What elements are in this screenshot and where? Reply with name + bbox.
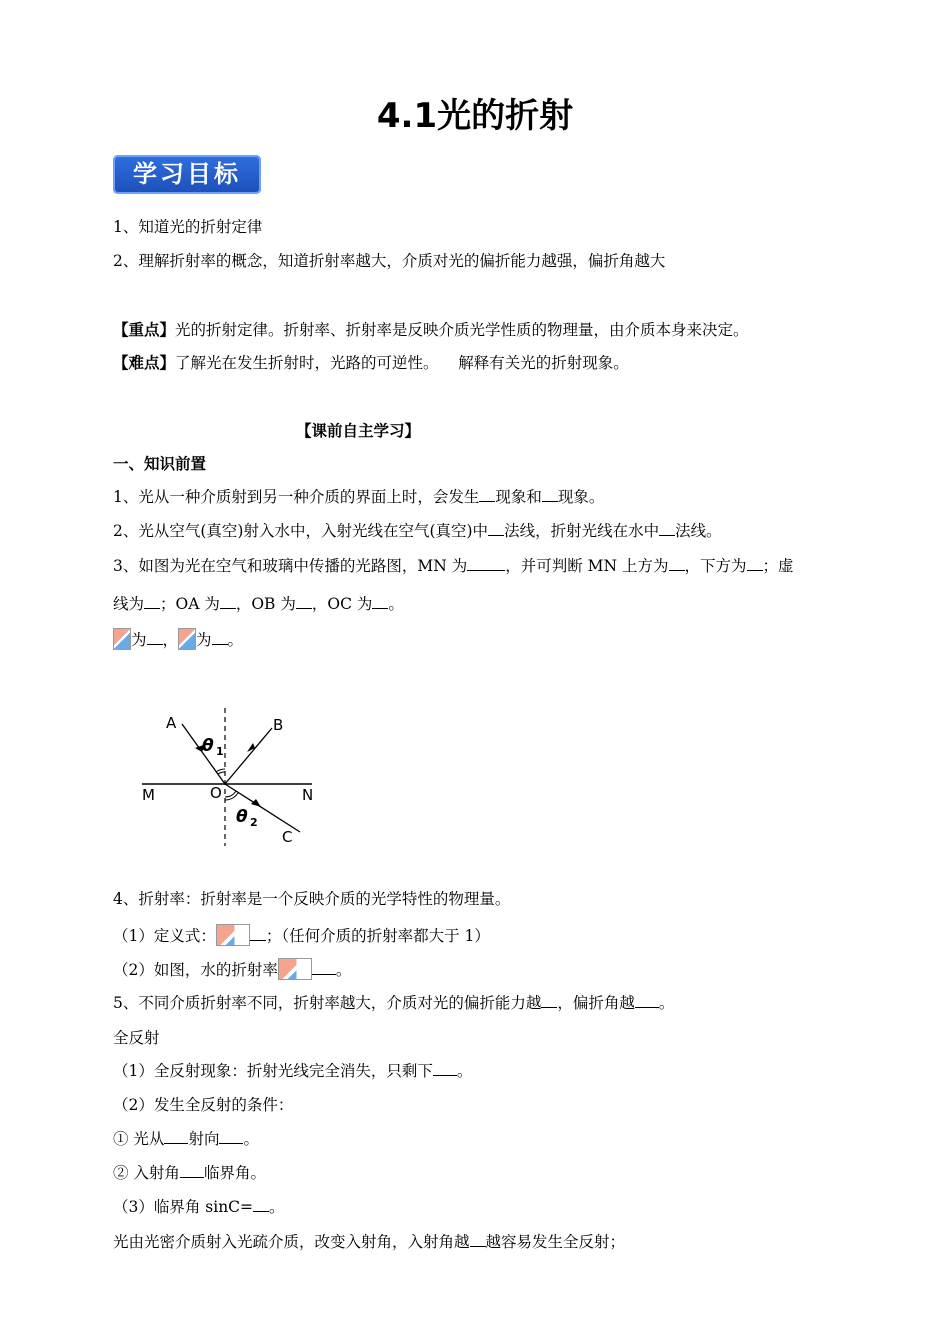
blank[interactable] xyxy=(250,926,266,941)
question-4-1: （1）定义式： ；（任何介质的折射率都大于 1） xyxy=(113,924,490,946)
label-b: B xyxy=(273,716,284,734)
blank[interactable] xyxy=(296,594,312,609)
total-reflection-3: （3）临界角 sinC= 。 xyxy=(113,1198,285,1216)
blank[interactable] xyxy=(147,630,163,645)
condition-2: ② 入射角 临界角。 xyxy=(113,1164,266,1182)
goal-1: 1、知道光的折射定律 xyxy=(113,218,263,236)
hard-label: 【难点】 xyxy=(113,353,176,372)
theta2-image-icon xyxy=(178,628,196,650)
blank[interactable] xyxy=(479,487,495,502)
blank[interactable] xyxy=(467,556,505,571)
blank[interactable] xyxy=(659,521,675,536)
blank[interactable] xyxy=(470,1232,486,1247)
blank[interactable] xyxy=(669,556,685,571)
blank[interactable] xyxy=(747,556,763,571)
formula-image-icon xyxy=(278,958,312,980)
blank[interactable] xyxy=(541,993,557,1008)
total-reflection-heading: 全反射 xyxy=(113,1029,160,1047)
key-label: 【重点】 xyxy=(113,320,176,339)
blank[interactable] xyxy=(488,521,504,536)
blank[interactable] xyxy=(164,1129,188,1144)
key-text: 光的折射定律。折射率、折射率是反映介质光学性质的物理量，由介质本身来决定。 xyxy=(175,321,749,339)
total-reflection-1: （1）全反射现象：折射光线完全消失，只剩下 。 xyxy=(113,1062,473,1080)
label-theta1-subscript: 1 xyxy=(216,745,224,758)
hard-text: 了解光在发生折射时，光路的可逆性。 解释有关光的折射现象。 xyxy=(175,354,629,372)
condition-1: ① 光从 射向 。 xyxy=(113,1130,259,1148)
difficult-points xyxy=(113,353,629,373)
label-theta1: θ xyxy=(202,736,214,756)
blank[interactable] xyxy=(635,993,659,1008)
learning-goals-badge: 学习目标 xyxy=(113,155,261,194)
blank[interactable] xyxy=(144,594,160,609)
label-theta2-subscript: 2 xyxy=(250,816,258,829)
label-c: C xyxy=(282,828,293,846)
blank[interactable] xyxy=(372,594,388,609)
question-2: 2、光从空气(真空)射入水中，入射光线在空气(真空)中 法线，折射光线在水中 法线。 xyxy=(113,522,722,540)
label-o: O xyxy=(210,784,222,802)
blank[interactable] xyxy=(219,1129,243,1144)
section-heading: 一、知识前置 xyxy=(113,454,207,473)
blank[interactable] xyxy=(312,960,336,975)
label-a: A xyxy=(166,714,177,732)
reflected-ray-ob xyxy=(225,728,272,784)
label-n: N xyxy=(302,786,314,804)
page-title: 4.1光的折射 xyxy=(376,96,574,136)
formula-image-icon xyxy=(216,924,250,946)
label-theta2: θ xyxy=(236,807,248,827)
key-points xyxy=(113,320,749,340)
question-3-line-1: 3、如图为光在空气和玻璃中传播的光路图，MN 为 ，并可判断 MN 上方为 ，下方为 ；虚 xyxy=(113,557,794,575)
blank[interactable] xyxy=(212,630,228,645)
refraction-diagram xyxy=(130,700,330,850)
arrow-icon xyxy=(251,799,261,807)
self-study-heading: 【课前自主学习】 xyxy=(296,421,421,440)
last-line: 光由光密介质射入光疏介质，改变入射角，入射角越 越容易发生全反射； xyxy=(113,1233,626,1251)
question-4-2: （2）如图，水的折射率 。 xyxy=(113,958,351,980)
question-4: 4、折射率：折射率是一个反映介质的光学特性的物理量。 xyxy=(113,890,511,908)
goal-2: 2、理解折射率的概念，知道折射率越大，介质对光的偏折能力越强，偏折角越大 xyxy=(113,252,666,270)
question-3-line-2: 线为 ；OA 为 ，OB 为 ，OC 为 。 xyxy=(113,595,404,613)
question-1: 1、光从一种介质射到另一种介质的界面上时，会发生 现象和 现象。 xyxy=(113,488,605,506)
total-reflection-2: （2）发生全反射的条件： xyxy=(113,1096,294,1114)
blank[interactable] xyxy=(253,1197,269,1212)
blank[interactable] xyxy=(180,1163,204,1178)
label-m: M xyxy=(142,786,155,804)
blank[interactable] xyxy=(220,594,236,609)
question-5: 5、不同介质折射率不同，折射率越大，介质对光的偏折能力越 ，偏折角越 。 xyxy=(113,994,675,1012)
blank[interactable] xyxy=(542,487,558,502)
blank[interactable] xyxy=(433,1061,457,1076)
question-3-line-3: 为 ， 为 。 xyxy=(113,628,243,650)
theta1-image-icon xyxy=(113,628,131,650)
